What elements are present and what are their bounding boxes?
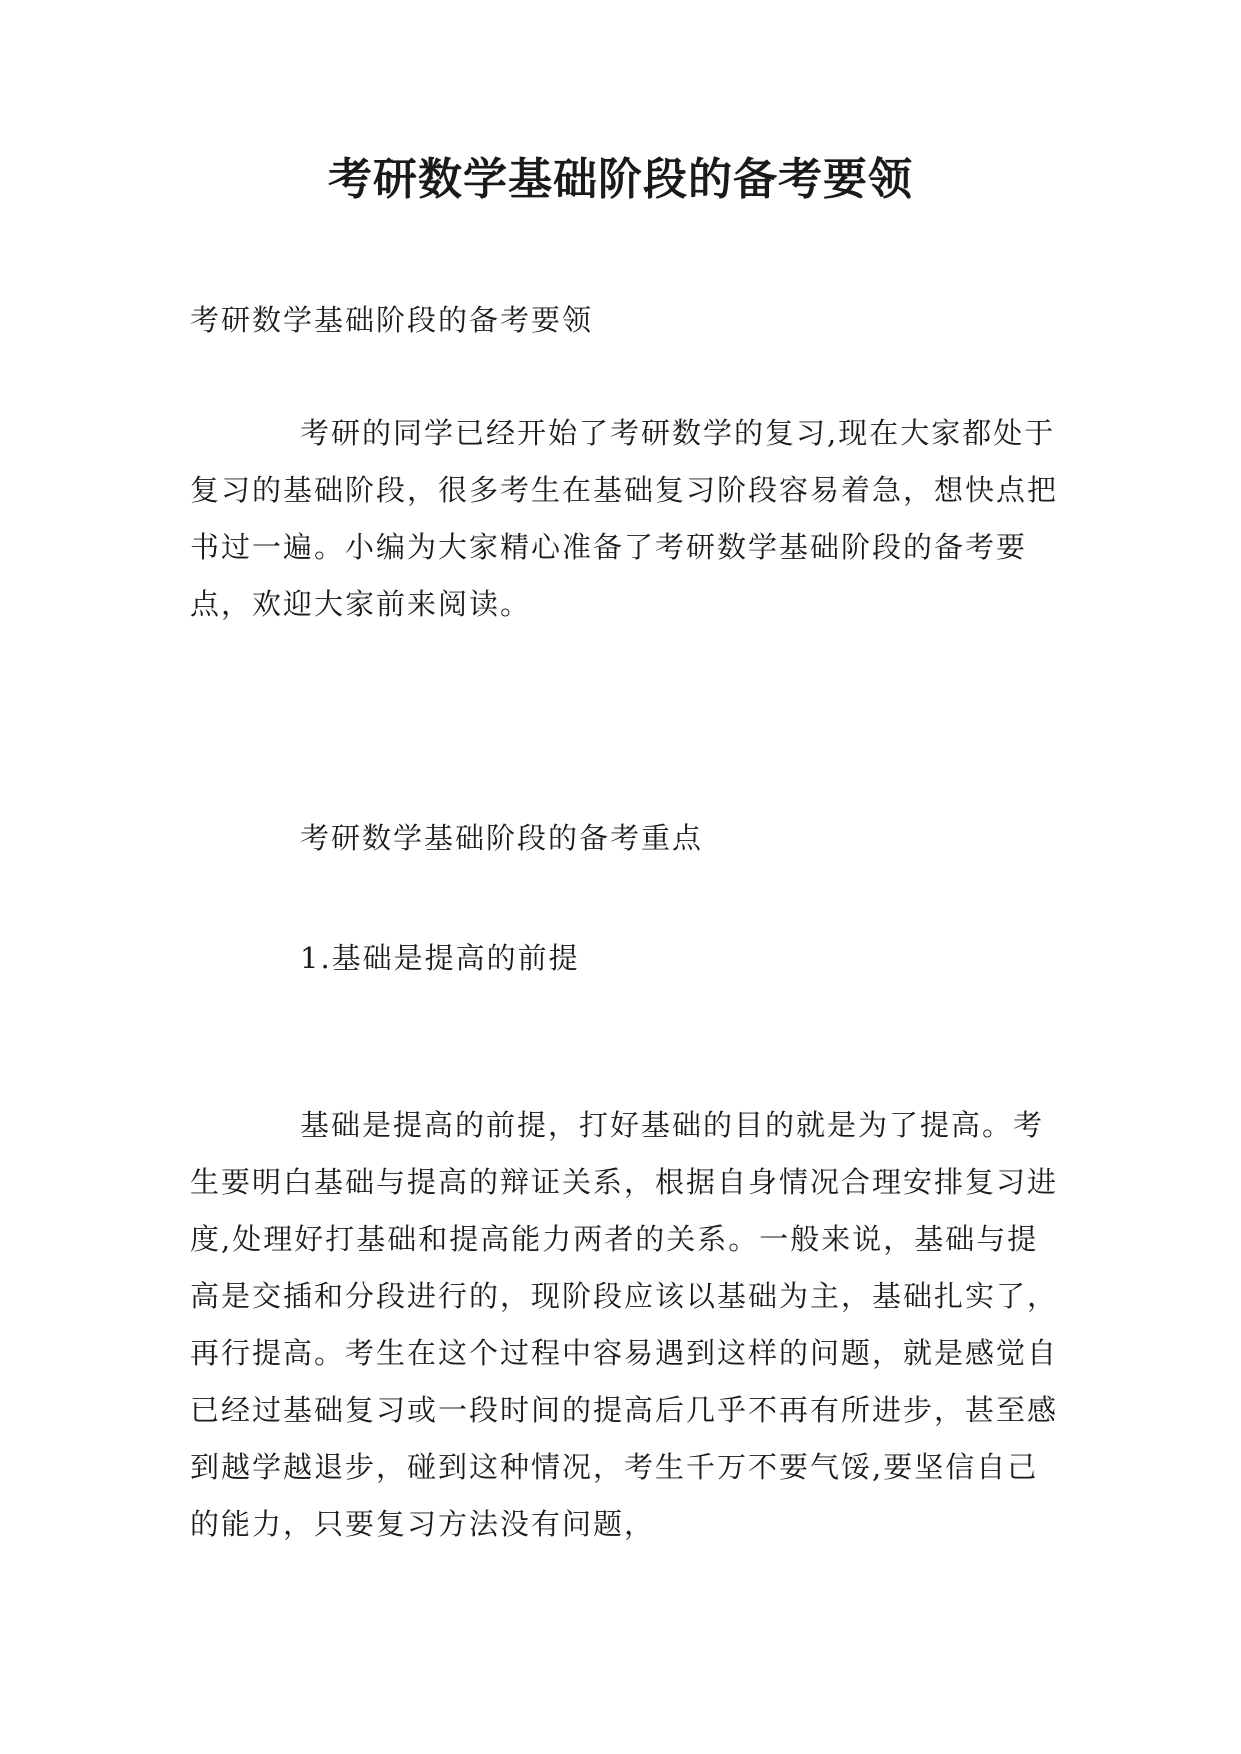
intro-paragraph: 考研的同学已经开始了考研数学的复习,现在大家都处于复习的基础阶段，很多考生在基础复习阶段容易着急，想快点把书过一遍。小编为大家精心准备了考研数学基础阶段的备考要点，欢迎大家前来阅读。: [190, 416, 1059, 621]
document-subtitle: 考研数学基础阶段的备考要领: [190, 303, 594, 337]
body-paragraph: 基础是提高的前提，打好基础的目的就是为了提高。考生要明白基础与提高的辩证关系，根据自身情况合理安排复习进度,处理好打基础和提高能力两者的关系。一般来说，基础与提高是交插和分段进行的，现阶段应该以基础为主，基础扎实了，再行提高。考生在这个过程中容易遇到这样的问题，就是感觉自已经过基础复习或一段时间的提高后几乎不再有所进步，甚至感到越学越退步，碰到这种情况，考生千万不要气馁,要坚信自己的能力，只要复习方法没有问题，: [190, 1108, 1059, 1541]
document-title: 考研数学基础阶段的备考要领: [328, 154, 913, 205]
point-heading: 1.基础是提高的前提: [300, 941, 580, 975]
section-heading: 考研数学基础阶段的备考重点: [300, 821, 704, 855]
